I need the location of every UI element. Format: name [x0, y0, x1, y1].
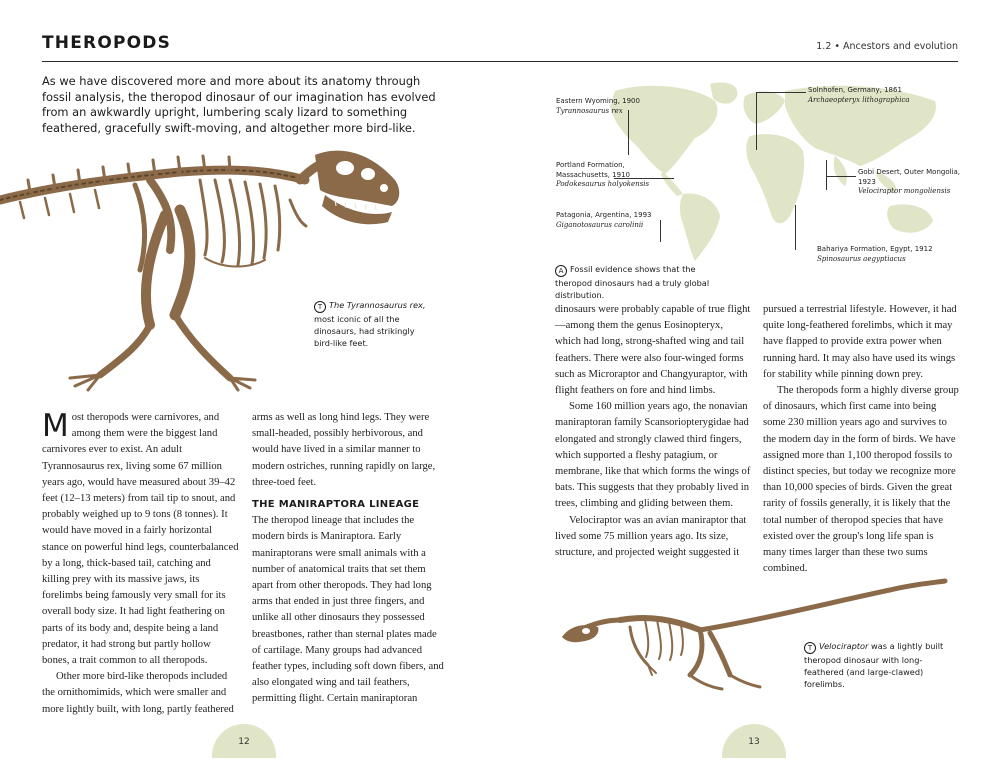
left-col2-para-1: arms as well as long hind legs. They were small-headed, possibly herbivorous, and would have lived in a similar manner to modern ostriches, running rapidly on large, three-toed feet. — [252, 412, 436, 488]
trex-caption-icon: T — [314, 301, 326, 313]
map-label-wyoming: Eastern Wyoming, 1900 Tyrannosaurus rex — [556, 97, 640, 115]
trex-skeleton-image — [0, 140, 420, 395]
right-column-1 — [555, 302, 751, 561]
trex-caption-italic: The Tyrannosaurus rex, — [329, 300, 426, 310]
page-number-left: 12 — [212, 724, 276, 758]
leader-patagonia — [660, 220, 661, 242]
right-col2-para-2: The theropods form a highly diverse group of dinosaurs, which first came into being some 230 million years ago and survives to the modern day in the form of birds. We have assigned more than 1,100 theropod fossils to distinct species, but today we recognize more than 10,000 species of birds. Given the great rarity of fossils generally, it is likely that the total number of theropod species that have existed over the group's long life span is many times larger than these two sums combined. — [763, 385, 959, 575]
left-col2-para-2: The theropod lineage that includes the modern birds is Maniraptora. Early maniraptorans were small animals with a number of anatomical traits that set them apart from other theropods. They had long arms that ended in just three fingers, and unlike all other dinosaurs they possessed breastbones, rather than sternal plates made of cartilage. Many groups had advanced feather types, including soft down fibers, and also elongated wing and tail feathers, permitting flight. Certain maniraptoran — [252, 515, 444, 705]
leader-gobi — [826, 160, 827, 190]
section-heading: 1.2 • Ancestors and evolution — [816, 41, 958, 52]
left-column-1 — [42, 410, 240, 718]
left-col1-para-1: Most theropods were carnivores, and among them were the biggest land carnivores ever to exist. An adult Tyrannosaurus rex, living some 67 million years ago, would have measured about 39–42 feet (12–13 meters) from tail tip to snout, and probably weighed up to 9 tons (8 tonnes). It would have moved in a fairly horizontal stance on powerful hind legs, counterbalanced by a long, thick-based tail, catching and killing prey with its massive jaws, its forelimbs being famously very small for its overall body size. It had light feathering on parts of its body and, despite being a land predator, it had strong but partly hollow bones, a trait common to all theropods. — [42, 408, 239, 667]
leader-solnhofen — [756, 92, 757, 150]
header-rule — [42, 61, 958, 62]
right-col2-para-1: pursued a terrestrial lifestyle. However, it had quite long-feathered forelimbs, which it may have flapped to provide extra power when running hard. It may also have used its wings for stability while pinning down prey. — [763, 304, 957, 380]
leader-gobi-h — [826, 176, 856, 177]
subhead-maniraptora: THE MANIRAPTORA LINEAGE — [252, 499, 420, 511]
leader-wyoming — [628, 110, 629, 155]
velociraptor-caption — [804, 640, 944, 690]
velociraptor-caption-italic: Velociraptor — [819, 641, 869, 651]
map-label-bahariya: Bahariya Formation, Egypt, 1912 Spinosaurus aegyptiacus — [817, 245, 933, 263]
velociraptor-caption-text: was a lightly built theropod dinosaur with long-feathered (and large-clawed) forelimbs. — [804, 641, 944, 689]
map-label-solnhofen: Solnhofen, Germany, 1861 Archaeopteryx lithographica — [808, 86, 910, 104]
map-label-gobi: Gobi Desert, Outer Mongolia, 1923 Velociraptor mongoliensis — [858, 168, 961, 195]
map-caption: A Fossil evidence shows that the theropod dinosaurs had a truly global distribution. — [555, 264, 710, 300]
leader-solnhofen-h — [756, 92, 806, 93]
left-column-2 — [252, 410, 448, 708]
drop-cap: M — [42, 408, 69, 444]
map-label-patagonia: Patagonia, Argentina, 1993 Giganotosaurus carolinii — [556, 211, 652, 229]
trex-caption — [314, 299, 434, 349]
map-caption-icon: A — [555, 265, 567, 277]
right-col1-para-3: Velociraptor was an avian maniraptor that lived some 75 million years ago. Its size, structure, and projected weight suggested it — [555, 514, 747, 559]
right-col1-para-2: Some 160 million years ago, the nonavian maniraptoran family Scansoriopterygidae had elongated and strongly clawed third fingers, which supported a fleshy patagium, or membrane, like that which forms the wings of bats. This suggests that they probably lived in trees, climbing and gliding between them. — [555, 401, 751, 510]
velociraptor-caption-icon: T — [804, 642, 816, 654]
lede-paragraph: As we have discovered more and more about its anatomy through fossil analysis, the theropod dinosaur of our imagination has evolved from an awkwardly upright, lumbering scaly lizard to something feathered, gracefully swift-moving, and altogether more bird-like. — [42, 74, 436, 135]
map-label-portland: Portland Formation, Massachusetts, 1910 Podokesaurus holyokensis — [556, 161, 650, 188]
trex-caption-text: most iconic of all the dinosaurs, had strikingly bird-like feet. — [314, 314, 415, 348]
leader-bahariya — [795, 205, 796, 250]
right-column-2 — [763, 302, 959, 577]
right-col1-para-1: dinosaurs were probably capable of true flight—among them the genus Eosinopteryx, which had long, strong-shafted wing and tail feathers. There were also four-winged forms such as Microraptor and Changyuraptor, with flight feathers on fore and hind limbs. — [555, 304, 751, 397]
left-col1-para-2: Other more bird-like theropods included the ornithomimids, which were smaller and more lightly built, with long, partly feathered — [42, 671, 234, 715]
page-number-right: 13 — [722, 724, 786, 758]
page-title: THEROPODS — [42, 33, 172, 53]
